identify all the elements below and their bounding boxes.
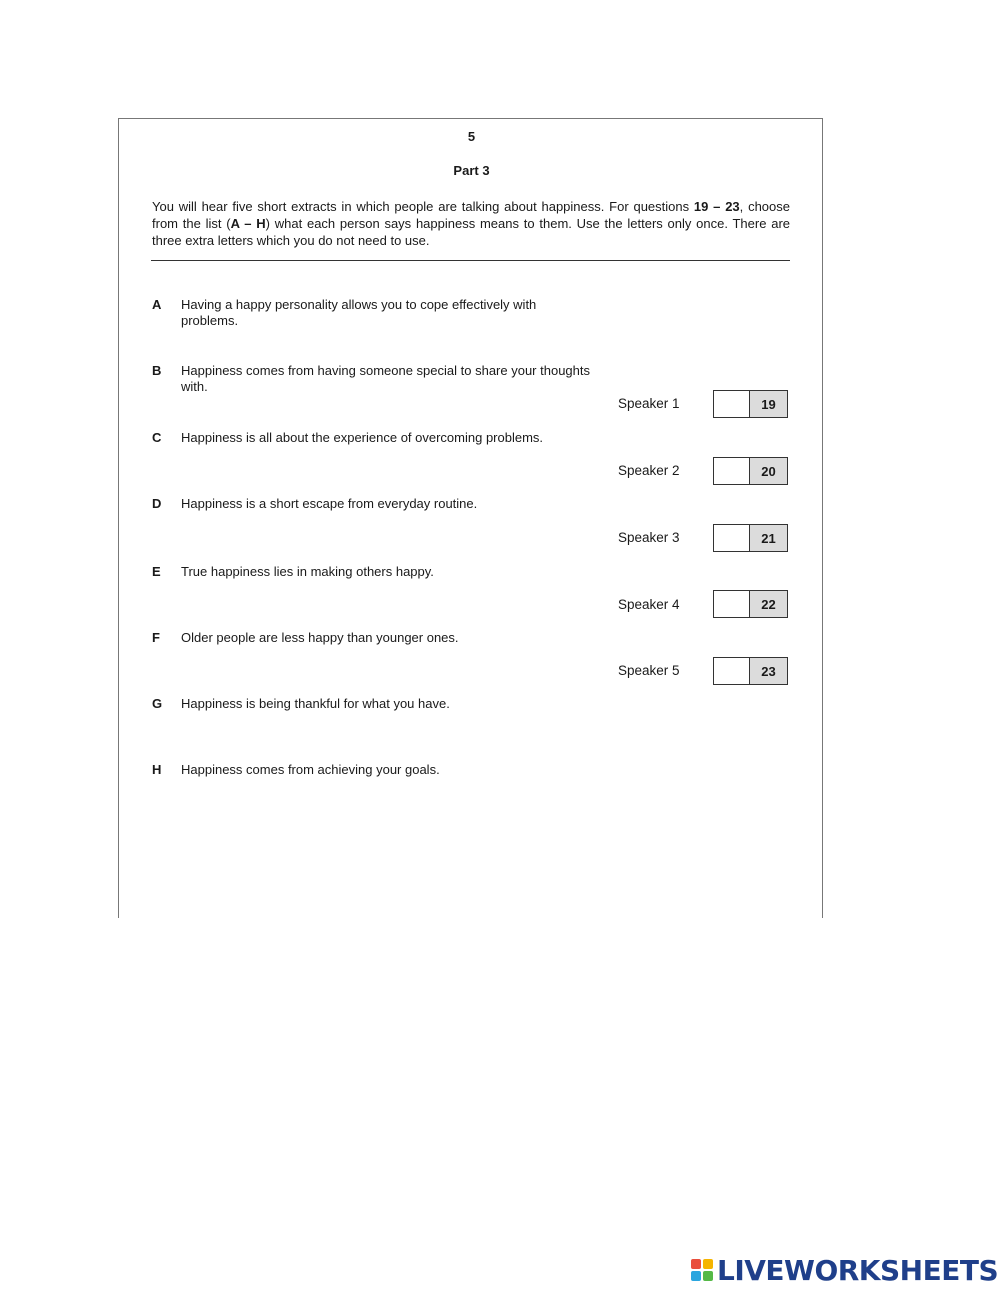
option-text: Older people are less happy than younger ones.: [181, 630, 459, 645]
speaker-4-label: Speaker 4: [618, 597, 680, 612]
speaker-2-label: Speaker 2: [618, 463, 680, 478]
speaker-1-label: Speaker 1: [618, 396, 680, 411]
page-number: 5: [467, 129, 476, 144]
option-c: [152, 430, 622, 448]
option-letter: B: [152, 363, 162, 378]
part-title: Part 3: [453, 163, 490, 178]
option-text: Happiness is all about the experience of overcoming problems.: [181, 430, 544, 445]
answer-box-22: [713, 590, 788, 618]
option-letter: F: [152, 630, 160, 645]
answer-input-23[interactable]: [714, 658, 750, 684]
option-d: [152, 496, 592, 514]
answer-input-21[interactable]: [714, 525, 750, 551]
option-text: Having a happy personality allows you to cope effectively with problems.: [181, 297, 537, 328]
logo-mark-icon: [691, 1259, 713, 1281]
instructions: You will hear five short extracts in which people are talking about happiness. For questions 19 – 23, choose from the list (A – H) what each person says happiness means to them. Use the letters only once. There are three extra letters which you do not need to use.: [152, 199, 790, 248]
question-number: 23: [750, 658, 787, 684]
answer-box-21: [713, 524, 788, 552]
option-letter: H: [152, 762, 162, 777]
answer-box-23: [713, 657, 788, 685]
answer-box-19: [713, 390, 788, 418]
option-letter: G: [152, 696, 163, 711]
logo-text: LIVEWORKSHEETS: [717, 1253, 999, 1287]
option-text: True happiness lies in making others happy.: [181, 564, 434, 579]
question-number: 20: [750, 458, 787, 484]
option-letter: A: [152, 297, 162, 312]
divider: [151, 260, 790, 261]
option-letter: C: [152, 430, 162, 445]
question-number: 19: [750, 391, 787, 417]
worksheet-page: [118, 118, 823, 918]
answer-input-22[interactable]: [714, 591, 750, 617]
option-f: [152, 630, 592, 648]
option-text: Happiness is being thankful for what you have.: [181, 696, 450, 711]
option-a: [152, 297, 592, 331]
answer-input-20[interactable]: [714, 458, 750, 484]
question-number: 22: [750, 591, 787, 617]
option-text: Happiness comes from having someone special to share your thoughts with.: [181, 363, 590, 394]
option-letter: E: [152, 564, 161, 579]
answer-input-19[interactable]: [714, 391, 750, 417]
answer-box-20: [713, 457, 788, 485]
option-b: [152, 363, 592, 397]
option-h: [152, 762, 592, 780]
option-e: [152, 564, 592, 582]
liveworksheets-logo: [691, 1253, 998, 1287]
option-g: [152, 696, 592, 714]
option-letter: D: [152, 496, 162, 511]
option-text: Happiness is a short escape from everyday routine.: [181, 496, 478, 511]
speaker-3-label: Speaker 3: [618, 530, 680, 545]
speaker-5-label: Speaker 5: [618, 663, 680, 678]
question-number: 21: [750, 525, 787, 551]
option-text: Happiness comes from achieving your goals.: [181, 762, 440, 777]
